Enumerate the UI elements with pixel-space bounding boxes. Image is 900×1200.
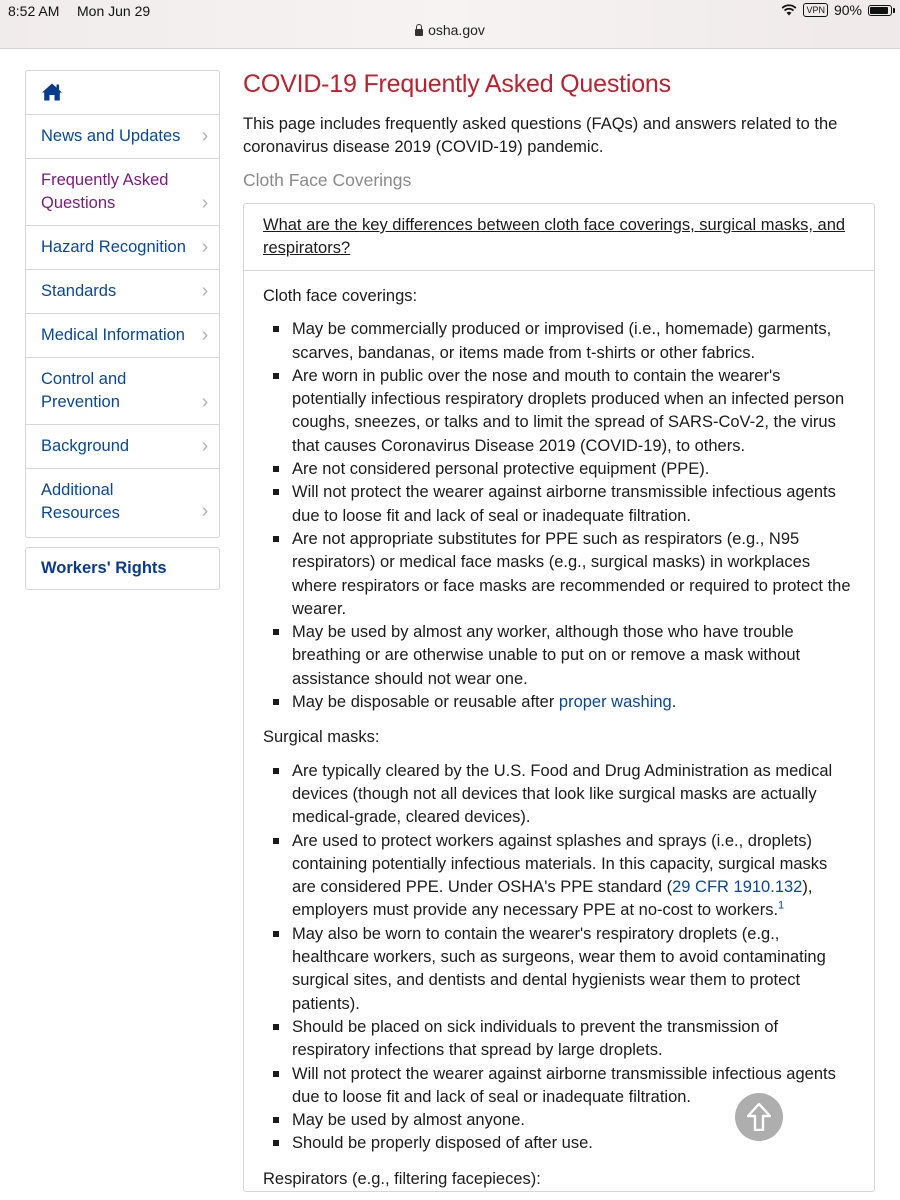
sidebar-item-label: Hazard Recognition: [41, 238, 186, 256]
chevron-right-icon: ›: [201, 124, 209, 147]
chevron-right-icon: ›: [201, 500, 209, 522]
sidebar-item-label: Additional Resources: [41, 481, 120, 522]
list-item: May be commercially produced or improvised (i.e., homemade) garments, scarves, bandanas, or items made from t-shirts or other fabrics.: [292, 318, 855, 365]
footnote-link[interactable]: 1: [778, 899, 785, 912]
sidebar-item-additional-resources[interactable]: [26, 469, 219, 537]
status-time: 8:52 AM: [8, 3, 60, 19]
back-to-top-button[interactable]: [735, 1093, 783, 1141]
sidebar-item-label: Frequently Asked Questions: [41, 171, 169, 212]
list-item-text: Are used to protect workers against splashes and sprays (i.e., droplets) containing potentially infectious materials. In this capacity, surgical masks are considered PPE. Under OSHA's PPE standard (: [292, 831, 828, 897]
battery-percent: 90%: [833, 2, 862, 18]
list-item: Are typically cleared by the U.S. Food and Drug Administration as medical devices (though not all devices that look like surgical masks are actually medical-grade, cleared devices).: [292, 760, 855, 830]
intro-text: This page includes frequently asked questions (FAQs) and answers related to the coronavirus disease 2019 (COVID-19) pandemic.: [243, 115, 838, 156]
list-item: Will not protect the wearer against airborne transmissible infectious agents due to loose fit and lack of seal or inadequate filtration.: [292, 481, 855, 528]
sidebar-item-news-and-updates[interactable]: [26, 115, 219, 159]
chevron-right-icon: ›: [201, 192, 209, 214]
sidebar-item-label: Background: [41, 437, 130, 455]
battery-fill: [870, 7, 888, 14]
respirators-label: Respirators (e.g., filtering facepieces):: [263, 1169, 541, 1188]
vpn-badge: VPN: [803, 3, 828, 17]
faq-question-link[interactable]: What are the key differences between cloth face coverings, surgical masks, and respirators?: [263, 216, 846, 257]
workers-rights-link[interactable]: Workers' Rights: [25, 547, 220, 590]
list-item: May also be worn to contain the wearer's respiratory droplets (e.g., healthcare workers, such as surgeons, wear them to avoid contaminating surgical sites, and dentists and dental hygienists wear them to protect patients).: [292, 923, 855, 1016]
list-item: May be used by almost anyone.: [292, 1109, 855, 1132]
sidebar-item-label: Control and Prevention: [41, 370, 127, 411]
sidebar-item-label: Medical Information: [41, 326, 185, 344]
chevron-right-icon: ›: [201, 235, 209, 258]
chevron-right-icon: ›: [201, 434, 209, 457]
status-bar: [0, 0, 900, 49]
surgical-masks-label: Surgical masks:: [263, 728, 380, 747]
sidebar-item-label: News and Updates: [41, 127, 181, 145]
wifi-icon: [781, 4, 797, 16]
sidebar-item-background[interactable]: [26, 425, 219, 469]
cloth-coverings-label: Cloth face coverings:: [263, 287, 418, 305]
home-icon: [41, 82, 63, 102]
list-item: Are not considered personal protective equipment (PPE).: [292, 458, 855, 481]
list-item-text: ), employers must provide any necessary PPE at no-cost to workers.: [292, 878, 813, 920]
sidebar-item-standards[interactable]: [26, 270, 219, 314]
list-item: Should be placed on sick individuals to prevent the transmission of respiratory infections that spread by large droplets.: [292, 1016, 855, 1063]
nav-menu: [25, 70, 220, 538]
list-item: Are worn in public over the nose and mouth to contain the wearer's potentially infectious respiratory droplets produced when an infected person coughs, sneezes, or talks and to limit the spread of SARS-CoV-2, the virus that causes Coronavirus Disease 2019 (COVID-19), to others.: [292, 365, 855, 458]
faq-question[interactable]: [244, 204, 874, 271]
list-item: [292, 830, 855, 923]
sidebar-item-hazard-recognition[interactable]: [26, 226, 219, 270]
list-item: Are not appropriate substitutes for PPE such as respirators (e.g., N95 respirators) or medical face masks (e.g., surgical masks) in workplaces where respirators or face masks are recommended or required to protect the wearer.: [292, 528, 855, 621]
list-item: Should be properly disposed of after use.: [292, 1132, 855, 1155]
faq-answer: [244, 271, 874, 1191]
cfr-1910-132-link[interactable]: 29 CFR 1910.132: [672, 878, 803, 897]
lock-icon: [415, 29, 423, 36]
list-item: May be used by almost any worker, although those who have trouble breathing or are otherwise unable to put on or remove a mask without assistance should not wear one.: [292, 621, 855, 691]
cloth-coverings-list: [263, 318, 855, 714]
sidebar-item-home[interactable]: [26, 71, 219, 115]
list-item: [292, 691, 855, 714]
list-item-text: .: [671, 693, 677, 712]
status-indicators: [781, 2, 892, 18]
sidebar-item-label: Standards: [41, 282, 117, 300]
address-bar[interactable]: [0, 22, 900, 38]
faq-panel: [243, 203, 875, 1192]
list-item: Will not protect the wearer against airborne transmissible infectious agents due to loose fit and lack of seal or inadequate filtration.: [292, 1063, 855, 1110]
section-title: Cloth Face Coverings: [243, 170, 412, 190]
chevron-right-icon: ›: [201, 323, 209, 346]
sidebar-item-faq[interactable]: [26, 159, 219, 226]
main-content: [243, 68, 875, 1192]
battery-icon: [868, 5, 892, 16]
url-text: osha.gov: [428, 22, 485, 38]
list-item-text: May be disposable or reusable after: [292, 693, 559, 712]
chevron-right-icon: ›: [201, 279, 209, 302]
proper-washing-link[interactable]: proper washing: [558, 693, 672, 712]
sidebar-nav: [25, 70, 220, 590]
arrow-up-icon: [747, 1103, 771, 1131]
page-title: COVID-19 Frequently Asked Questions: [243, 70, 671, 98]
chevron-right-icon: ›: [201, 391, 209, 413]
sidebar-item-control-and-prevention[interactable]: [26, 358, 219, 425]
status-date: Mon Jun 29: [77, 3, 151, 19]
sidebar-item-medical-information[interactable]: [26, 314, 219, 358]
